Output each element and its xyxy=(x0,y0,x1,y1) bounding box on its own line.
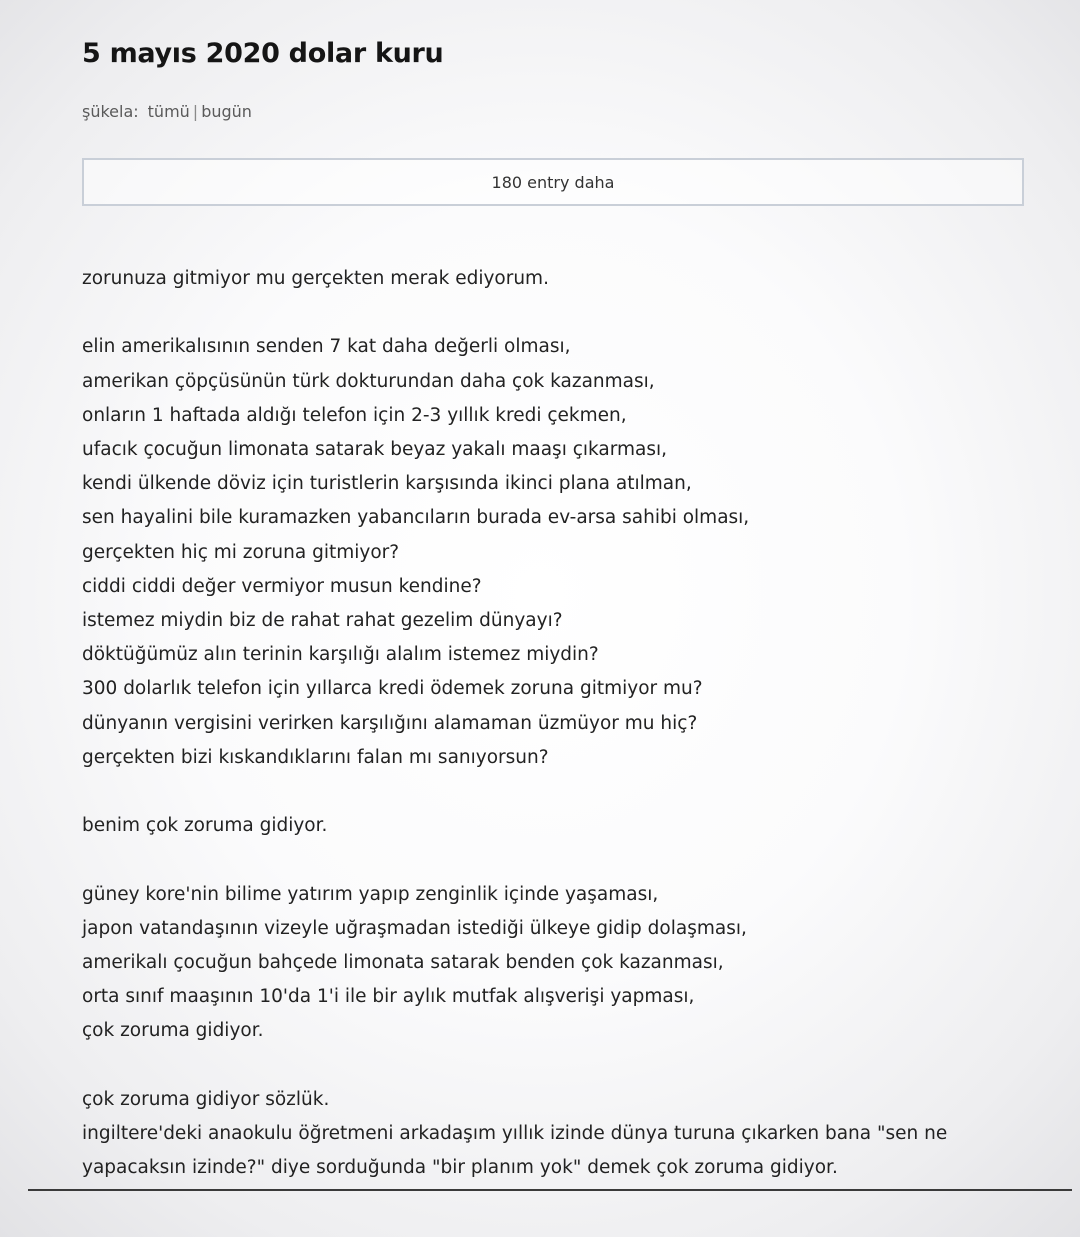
entry-line: amerikan çöpçüsünün türk dokturundan daha çok kazanması, xyxy=(82,370,655,392)
entry-content xyxy=(82,262,1042,1185)
sukela-label: şükela: xyxy=(82,102,139,121)
entry-line: güney kore'nin bilime yatırım yapıp zenginlik içinde yaşaması, xyxy=(82,883,659,905)
more-entries-label: 180 entry daha xyxy=(491,172,615,192)
entry-line: döktüğümüz alın terinin karşılığı alalım istemez miydin? xyxy=(82,644,599,666)
entry-line: gerçekten bizi kıskandıklarını falan mı sanıyorsun? xyxy=(82,746,549,768)
entry-line: istemez miydin biz de rahat rahat gezelim dünyayı? xyxy=(82,610,563,632)
entry-line: dünyanın vergisini verirken karşılığını alamaman üzmüyor mu hiç? xyxy=(82,712,698,734)
entry-line: zorunuza gitmiyor mu gerçekten merak ediyorum. xyxy=(82,268,549,289)
entry-line: ingiltere'deki anaokulu öğretmeni arkadaşım yıllık izinde dünya turuna çıkarken bana "sen ne xyxy=(82,1123,948,1145)
entry-line: onların 1 haftada aldığı telefon için 2-3 yıllık kredi çekmen, xyxy=(82,404,627,426)
entry-line: yapacaksın izinde?" diye sorduğunda "bir planım yok" demek çok zoruma gidiyor. xyxy=(82,1157,838,1179)
entry-line: ciddi ciddi değer vermiyor musun kendine? xyxy=(82,575,482,597)
entry-line: orta sınıf maaşının 10'da 1'i ile bir aylık mutfak alışverişi yapması, xyxy=(82,986,695,1008)
bottom-divider xyxy=(28,1189,1072,1191)
entry-line: 300 dolarlık telefon için yıllarca kredi ödemek zoruna gitmiyor mu? xyxy=(82,678,703,700)
entry-line: benim çok zoruma gidiyor. xyxy=(82,815,328,837)
more-entries-button[interactable] xyxy=(82,158,1024,206)
entry-line: sen hayalini bile kuramazken yabancıların burada ev-arsa sahibi olması, xyxy=(82,507,750,529)
entry-line: kendi ülkende döviz için turistlerin karşısında ikinci plana atılman, xyxy=(82,473,692,495)
filter-all-link[interactable]: tümü xyxy=(147,102,190,121)
entry-line: çok zoruma gidiyor sözlük. xyxy=(82,1088,330,1110)
entry-line: japon vatandaşının vizeyle uğraşmadan istediği ülkeye gidip dolaşması, xyxy=(82,917,747,939)
filter-separator: | xyxy=(192,102,199,121)
entry-line: amerikalı çocuğun bahçede limonata satarak benden çok kazanması, xyxy=(82,952,724,974)
entry-line: gerçekten hiç mi zoruna gitmiyor? xyxy=(82,541,400,563)
filter-today-link[interactable]: bugün xyxy=(201,102,252,121)
entry-line: ufacık çocuğun limonata satarak beyaz yakalı maaşı çıkarması, xyxy=(82,439,668,460)
sukela-filter xyxy=(82,102,252,121)
entry-line: elin amerikalısının senden 7 kat daha değerli olması, xyxy=(82,336,571,358)
topic-title[interactable]: 5 mayıs 2020 dolar kuru xyxy=(82,38,444,69)
entry-line: çok zoruma gidiyor. xyxy=(82,1020,264,1042)
